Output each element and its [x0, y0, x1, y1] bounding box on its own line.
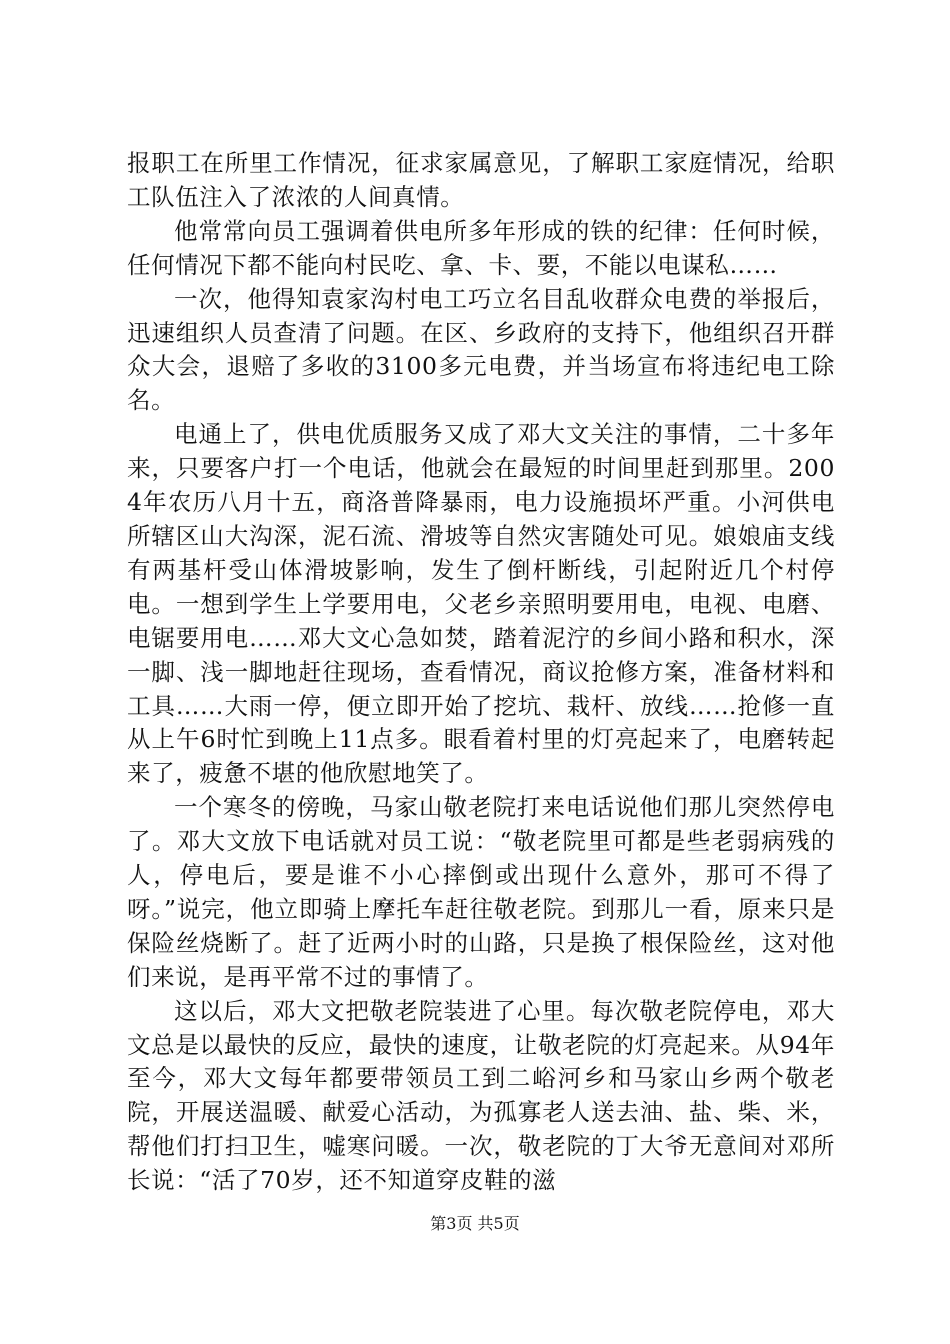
paragraph: 电通上了，供电优质服务又成了邓大文关注的事情，二十多年来，只要客户打一个电话，他就会在最短的时间里赶到那里。2004年农历八月十五，商洛普降暴雨，电力设施损坏严重。小河供电所辖区山大沟深，泥石流、滑坡等自然灾害随处可见。娘娘庙支线有两基杆受山体滑坡影响，发生了倒杆断线，引起附近几个村停电。一想到学生上学要用电，父老乡亲照明要用电，电视、电磨、电锯要用电……邓大文心急如焚，踏着泥泞的乡间小路和积水，深一脚、浅一脚地赶往现场，查看情况，商议抢修方案，准备材料和工具……大雨一停，便立即开始了挖坑、栽杆、放线……抢修一直从上午6时忙到晚上11点多。眼看着村里的灯亮起来了，电磨转起来了，疲惫不堪的他欣慰地笑了。 [127, 420, 835, 788]
paragraph: 一个寒冬的傍晚，马家山敬老院打来电话说他们那儿突然停电了。邓大文放下电话就对员工说：“敬老院里可都是些老弱病残的人，停电后，要是谁不小心摔倒或出现什么意外，那可不得了呀。”说完，他立即骑上摩托车赶往敬老院。到那儿一看，原来只是保险丝烧断了。赶了近两小时的山路，只是换了根保险丝，这对他们来说，是再平常不过的事情了。 [127, 793, 835, 991]
paragraph: 这以后，邓大文把敬老院装进了心里。每次敬老院停电，邓大文总是以最快的反应，最快的速度，让敬老院的灯亮起来。从94年至今，邓大文每年都要带领员工到二峪河乡和马家山乡两个敬老院，开展送温暖、献爱心活动，为孤寡老人送去油、盐、柴、米，帮他们打扫卫生，嘘寒问暖。一次，敬老院的丁大爷无意间对邓所长说：“活了70岁，还不知道穿皮鞋的滋 [127, 996, 835, 1195]
paragraph: 报职工在所里工作情况，征求家属意见，了解职工家庭情况，给职工队伍注入了浓浓的人间真情。 [127, 149, 835, 211]
body-text [127, 147, 835, 1198]
paragraph: 一次，他得知袁家沟村电工巧立名目乱收群众电费的举报后，迅速组织人员查清了问题。在区、乡政府的支持下，他组织召开群众大会，退赔了多收的3100多元电费，并当场宣布将违纪电工除名。 [127, 284, 835, 415]
page-footer: 第3页 共5页 [430, 1214, 520, 1233]
paragraph: 他常常向员工强调着供电所多年形成的铁的纪律：任何时候，任何情况下都不能向村民吃、拿、卡、要，不能以电谋私…… [127, 216, 835, 279]
